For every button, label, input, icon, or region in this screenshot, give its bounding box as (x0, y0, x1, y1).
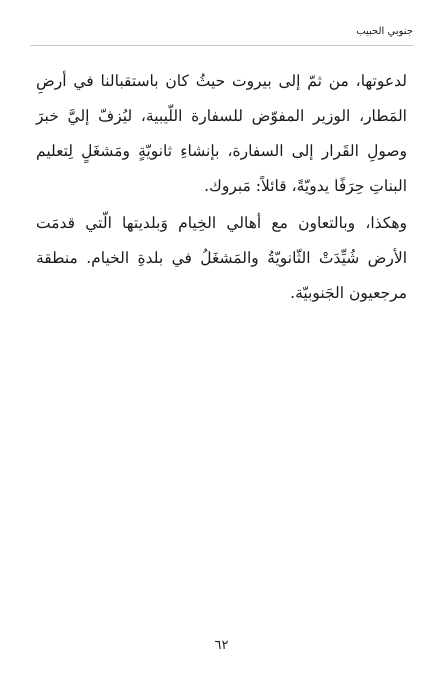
page-body (36, 64, 407, 311)
page-number: ٦٢ (214, 638, 229, 653)
paragraph: لدعوتها، من ثمّ إلى بيروت حيثُ كان باستقبالنا في أرضِ المَطار، الوزير المفوّض للسفارة اللّيبية، ليُزفّ إليَّ خبرَ وصولِ القَرار إلى السفارة، بإنشاءِ ثانويّةٍ ومَشغَلٍ لِتعليم البناتِ حِرَفًا يدويّةً، قائلاً: مَبروك. (36, 72, 407, 195)
running-header: جنوبي الحبيب (356, 26, 413, 37)
header-divider (30, 45, 413, 46)
paragraph: وهكذا، وبالتعاون مع أهالي الخِيام وَبلديتها الّتي قدمَت الأرض شُيِّدَتْ الثّانويّةُ والمَشغَلُ في بلدةِ الخيام. منطقة مرجعيون الجَنوبيّة. (36, 214, 407, 302)
